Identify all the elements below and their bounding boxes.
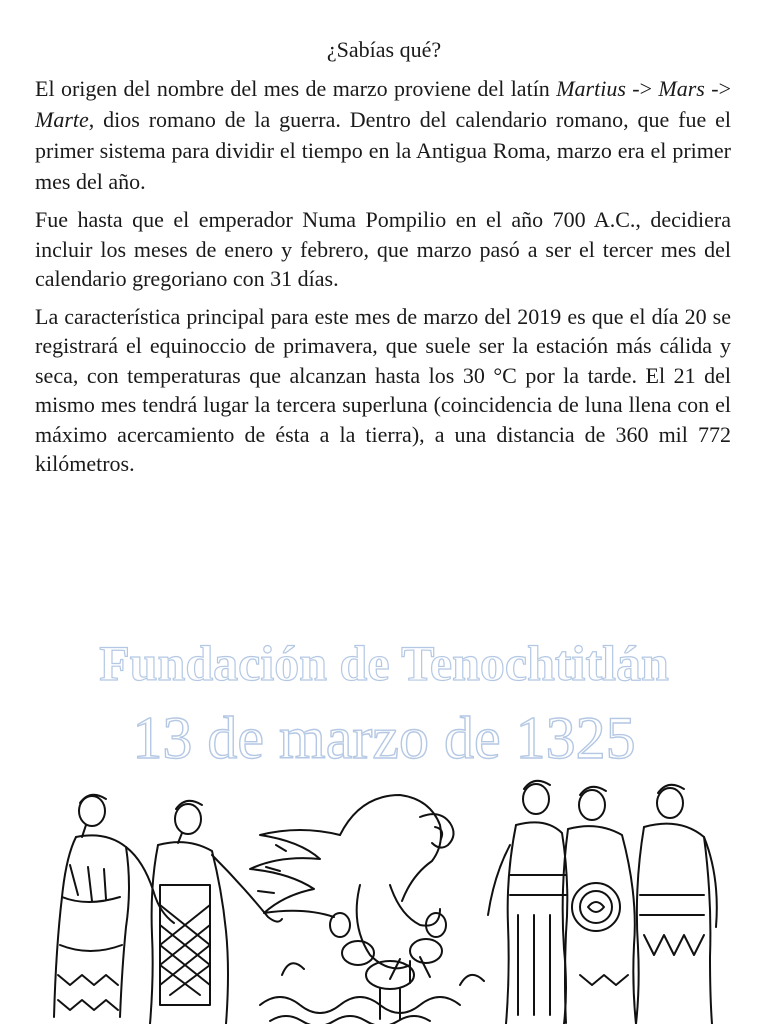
banner-date: 13 de marzo de 1325 [132, 705, 636, 771]
tenochtitlan-founding-engraving-icon [40, 775, 730, 1024]
figure-right-3 [636, 785, 717, 1024]
banner-title: Fundación de Tenochtitlán [99, 635, 669, 691]
eagle [250, 795, 454, 983]
figure-right-2 [563, 787, 636, 1024]
italic-term: Mars [658, 76, 705, 101]
page-heading: ¿Sabías qué? [326, 37, 442, 62]
text-run: -> [625, 76, 659, 101]
figure-left-1 [54, 795, 174, 1017]
water-base [260, 963, 484, 1024]
text-run: , dios romano de la guerra. Dentro del calendario romano, que fue el primer sistema para dividir el tiempo en la Antigua Roma, marzo era el primer mes del año. [35, 107, 731, 194]
paragraph-numa: Fue hasta que el emperador Numa Pompilio en el año 700 A.C., decidiera incluir los meses de enero y febrero, que marzo pasó a ser el tercer mes del calendario gregoriano con 31 días. [35, 207, 731, 291]
paragraph-equinox: La característica principal para este mes de marzo del 2019 es que el día 20 se registrará el equinoccio de primavera, que suele ser la estación más cálida y seca, con temperaturas que alcanzan hasta los 30 °C por la tarde. El 21 del mismo mes tendrá lugar la tercera superluna (coincidencia de luna llena con el máximo acercamiento de ésta a la tierra), a una distancia de 360 mil 772 kilómetros. [35, 303, 731, 476]
text-run: -> [704, 76, 732, 101]
paragraph-origin [35, 73, 731, 197]
italic-term: Marte [35, 107, 89, 132]
italic-term: Martius [556, 76, 626, 101]
figure-right-1 [488, 781, 567, 1024]
article-body [35, 73, 731, 487]
text-run: El origen del nombre del mes de marzo proviene del latín [35, 76, 557, 101]
